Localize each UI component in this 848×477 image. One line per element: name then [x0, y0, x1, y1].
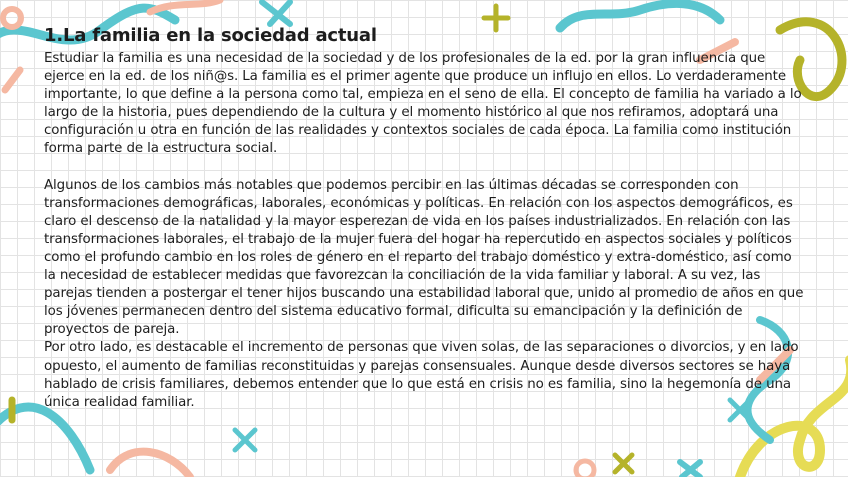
paragraph-gap — [44, 159, 804, 177]
teal-cross-top — [262, 2, 290, 24]
olive-cross-bottom — [615, 455, 632, 472]
peach-arc-bottom-left — [110, 452, 190, 477]
slide-content — [44, 24, 804, 412]
slide-title: 1.La familia en la sociedad actual — [44, 25, 377, 46]
paragraph-3: Por otro lado, es destacable el incremento de personas que viven solas, de las separaciones o divorcios, y en lado opuesto, el aumento de familias reconstituidas y parejas consensuales. Aunque desde diversos sectores se haya hablado de crisis familiares, debemos entender que lo que está en crisis no es familia, sino la hegemonía de una única realidad familiar. — [44, 340, 799, 410]
peach-circle-top-left — [3, 9, 21, 27]
peach-stroke-left — [5, 70, 20, 90]
teal-cross-bottom-left — [235, 430, 255, 450]
paragraph-2: Algunos de los cambios más notables que podemos percibir en las últimas décadas se corresponden con transformaciones demográficas, laborales, económicas y políticas. En relación con los aspectos demográficos, es claro el descenso de la natalidad y la mayor esperezan de vida en los países industrializados. En relación con las transformaciones laborales, el trabajo de la mujer fuera del hogar ha repercutido en aspectos sociales y políticos como el profundo cambio en los roles de género en el reparto del trabajo doméstico y extra-doméstico, así como la necesidad de establecer medidas que favorezcan la conciliación de la vida familiar y laboral. A su vez, las parejas tienden a postergar el tener hijos buscando una estabilidad laboral que, unido al promedio de años en que los jóvenes permanecen dentro del sistema educativo formal, dificulta su emancipación y la definición de proyectos de pareja. — [44, 177, 804, 338]
peach-stroke-top — [150, 0, 220, 12]
paragraph-1: Estudiar la familia es una necesidad de la sociedad y de los profesionales de la ed. por la gran influencia que ejerce en la ed. de los niñ@s. La familia es el primer agente que produce un influjo en ellos. Lo verdaderamente importante, lo que define a la persona como tal, empieza en el seno de ella. El concepto de familia ha variado a lo largo de la historia, pues dependiendo de la cultura y el momento histórico al que nos refiramos, adoptará una configuración u otra en función de las realidades y contextos sociales de cada época. La familia como institución forma parte de la estructura social. — [44, 51, 802, 157]
teal-cross-bottom — [680, 462, 700, 477]
peach-circle-bottom — [576, 461, 594, 477]
